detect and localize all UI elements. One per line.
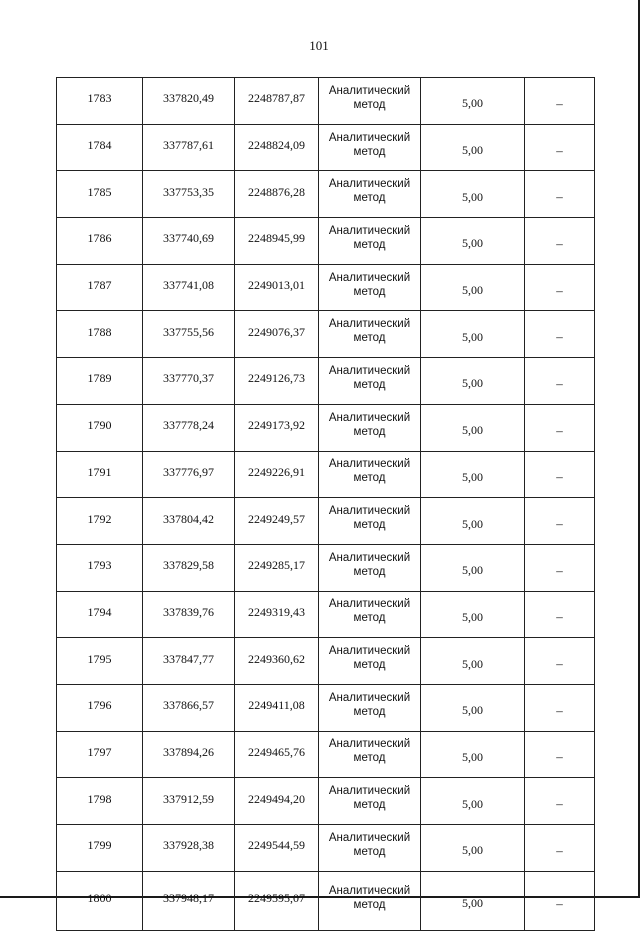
method-line-1: Аналитический — [328, 505, 411, 518]
x-coordinate-cell: 337894,26 — [143, 731, 235, 778]
x-coordinate-cell: 337839,76 — [143, 591, 235, 638]
table-row — [57, 778, 595, 825]
error-value-cell: 5,00 — [421, 451, 525, 498]
note-cell: – — [525, 264, 595, 311]
note-cell: – — [525, 311, 595, 358]
method-cell — [319, 358, 421, 405]
y-coordinate-cell: 2249360,62 — [235, 638, 319, 685]
y-coordinate-cell: 2249249,57 — [235, 498, 319, 545]
x-coordinate-cell: 337740,69 — [143, 218, 235, 265]
method-line-2: метод — [353, 98, 386, 111]
method-line-1: Аналитический — [328, 598, 411, 611]
note-cell: – — [525, 78, 595, 125]
method-cell — [319, 264, 421, 311]
method-line-1: Аналитический — [328, 691, 411, 704]
method-cell — [319, 404, 421, 451]
method-line-1: Аналитический — [328, 131, 411, 144]
error-value-cell: 5,00 — [421, 498, 525, 545]
point-number-cell: 1784 — [57, 124, 143, 171]
error-value-cell: 5,00 — [421, 871, 525, 930]
page-number: 101 — [309, 38, 329, 53]
table-row — [57, 171, 595, 218]
error-value-cell: 5,00 — [421, 311, 525, 358]
method-line-2: метод — [353, 705, 386, 718]
method-line-1: Аналитический — [328, 551, 411, 564]
method-cell — [319, 871, 421, 930]
x-coordinate-cell: 337847,77 — [143, 638, 235, 685]
point-number-cell: 1793 — [57, 544, 143, 591]
y-coordinate-cell: 2249173,92 — [235, 404, 319, 451]
method-cell — [319, 731, 421, 778]
y-coordinate-cell: 2248787,87 — [235, 78, 319, 125]
table-row — [57, 78, 595, 125]
method-line-2: метод — [353, 659, 386, 672]
method-line-2: метод — [353, 752, 386, 765]
point-number-cell: 1797 — [57, 731, 143, 778]
error-value-cell: 5,00 — [421, 825, 525, 872]
x-coordinate-cell: 337753,35 — [143, 171, 235, 218]
method-cell — [319, 451, 421, 498]
point-number-cell: 1788 — [57, 311, 143, 358]
note-cell: – — [525, 825, 595, 872]
point-number-cell: 1796 — [57, 684, 143, 731]
point-number-cell: 1783 — [57, 78, 143, 125]
method-line-1: Аналитический — [328, 178, 411, 191]
method-line-2: метод — [353, 472, 386, 485]
point-number-cell: 1786 — [57, 218, 143, 265]
table-row — [57, 358, 595, 405]
method-line-1: Аналитический — [328, 738, 411, 751]
error-value-cell: 5,00 — [421, 171, 525, 218]
note-cell: – — [525, 871, 595, 930]
error-value-cell: 5,00 — [421, 638, 525, 685]
point-number-cell: 1787 — [57, 264, 143, 311]
note-cell: – — [525, 684, 595, 731]
y-coordinate-cell: 2249411,08 — [235, 684, 319, 731]
method-cell — [319, 825, 421, 872]
table-row — [57, 218, 595, 265]
method-line-2: метод — [353, 192, 386, 205]
method-line-2: метод — [353, 799, 386, 812]
method-line-1: Аналитический — [328, 224, 411, 237]
error-value-cell: 5,00 — [421, 264, 525, 311]
point-number-cell: 1794 — [57, 591, 143, 638]
x-coordinate-cell: 337948,17 — [143, 871, 235, 930]
table-row — [57, 264, 595, 311]
point-number-cell: 1791 — [57, 451, 143, 498]
method-line-2: метод — [353, 425, 386, 438]
point-number-cell: 1785 — [57, 171, 143, 218]
error-value-cell: 5,00 — [421, 591, 525, 638]
y-coordinate-cell: 2249465,76 — [235, 731, 319, 778]
y-coordinate-cell: 2248876,28 — [235, 171, 319, 218]
method-line-1: Аналитический — [328, 785, 411, 798]
error-value-cell: 5,00 — [421, 684, 525, 731]
y-coordinate-cell: 2248945,99 — [235, 218, 319, 265]
x-coordinate-cell: 337787,61 — [143, 124, 235, 171]
x-coordinate-cell: 337776,97 — [143, 451, 235, 498]
note-cell: – — [525, 591, 595, 638]
method-cell — [319, 78, 421, 125]
table-row — [57, 591, 595, 638]
method-line-2: метод — [353, 285, 386, 298]
method-line-2: метод — [353, 845, 386, 858]
note-cell: – — [525, 731, 595, 778]
method-cell — [319, 591, 421, 638]
method-cell — [319, 498, 421, 545]
method-line-2: метод — [353, 145, 386, 158]
x-coordinate-cell: 337912,59 — [143, 778, 235, 825]
table-row — [57, 731, 595, 778]
method-line-2: метод — [353, 898, 386, 911]
table-row — [57, 451, 595, 498]
table-row — [57, 871, 595, 930]
point-number-cell: 1799 — [57, 825, 143, 872]
error-value-cell: 5,00 — [421, 731, 525, 778]
method-cell — [319, 544, 421, 591]
table-row — [57, 544, 595, 591]
x-coordinate-cell: 337741,08 — [143, 264, 235, 311]
note-cell: – — [525, 544, 595, 591]
method-cell — [319, 311, 421, 358]
y-coordinate-cell: 2249595,07 — [235, 871, 319, 930]
point-number-cell: 1798 — [57, 778, 143, 825]
method-line-2: метод — [353, 612, 386, 625]
x-coordinate-cell: 337755,56 — [143, 311, 235, 358]
point-number-cell: 1790 — [57, 404, 143, 451]
y-coordinate-cell: 2249494,20 — [235, 778, 319, 825]
table-row — [57, 684, 595, 731]
method-cell — [319, 171, 421, 218]
coordinates-table-body — [57, 78, 595, 931]
method-cell — [319, 218, 421, 265]
y-coordinate-cell: 2249126,73 — [235, 358, 319, 405]
x-coordinate-cell: 337804,42 — [143, 498, 235, 545]
method-line-1: Аналитический — [328, 645, 411, 658]
method-line-2: метод — [353, 238, 386, 251]
point-number-cell: 1789 — [57, 358, 143, 405]
x-coordinate-cell: 337820,49 — [143, 78, 235, 125]
note-cell: – — [525, 638, 595, 685]
y-coordinate-cell: 2249285,17 — [235, 544, 319, 591]
note-cell: – — [525, 171, 595, 218]
method-line-1: Аналитический — [328, 271, 411, 284]
note-cell: – — [525, 218, 595, 265]
method-line-1: Аналитический — [328, 831, 411, 844]
y-coordinate-cell: 2249076,37 — [235, 311, 319, 358]
note-cell: – — [525, 498, 595, 545]
error-value-cell: 5,00 — [421, 778, 525, 825]
note-cell: – — [525, 404, 595, 451]
y-coordinate-cell: 2249226,91 — [235, 451, 319, 498]
note-cell: – — [525, 124, 595, 171]
method-line-1: Аналитический — [328, 458, 411, 471]
method-line-2: метод — [353, 332, 386, 345]
y-coordinate-cell: 2248824,09 — [235, 124, 319, 171]
method-cell — [319, 638, 421, 685]
error-value-cell: 5,00 — [421, 78, 525, 125]
note-cell: – — [525, 358, 595, 405]
error-value-cell: 5,00 — [421, 544, 525, 591]
method-line-2: метод — [353, 565, 386, 578]
x-coordinate-cell: 337928,38 — [143, 825, 235, 872]
method-line-1: Аналитический — [328, 884, 411, 897]
method-line-1: Аналитический — [328, 318, 411, 331]
y-coordinate-cell: 2249013,01 — [235, 264, 319, 311]
table-row — [57, 825, 595, 872]
y-coordinate-cell: 2249319,43 — [235, 591, 319, 638]
method-line-1: Аналитический — [328, 411, 411, 424]
x-coordinate-cell: 337866,57 — [143, 684, 235, 731]
method-line-2: метод — [353, 378, 386, 391]
error-value-cell: 5,00 — [421, 404, 525, 451]
note-cell: – — [525, 778, 595, 825]
error-value-cell: 5,00 — [421, 124, 525, 171]
point-number-cell: 1792 — [57, 498, 143, 545]
x-coordinate-cell: 337778,24 — [143, 404, 235, 451]
x-coordinate-cell: 337829,58 — [143, 544, 235, 591]
method-line-1: Аналитический — [328, 364, 411, 377]
point-number-cell: 1795 — [57, 638, 143, 685]
table-row — [57, 498, 595, 545]
method-cell — [319, 778, 421, 825]
table-row — [57, 638, 595, 685]
method-cell — [319, 684, 421, 731]
table-row — [57, 311, 595, 358]
method-line-1: Аналитический — [328, 84, 411, 97]
y-coordinate-cell: 2249544,59 — [235, 825, 319, 872]
table-row — [57, 124, 595, 171]
table-row — [57, 404, 595, 451]
error-value-cell: 5,00 — [421, 218, 525, 265]
method-line-2: метод — [353, 519, 386, 532]
x-coordinate-cell: 337770,37 — [143, 358, 235, 405]
method-cell — [319, 124, 421, 171]
point-number-cell: 1800 — [57, 871, 143, 930]
coordinates-table — [56, 77, 595, 931]
note-cell: – — [525, 451, 595, 498]
error-value-cell: 5,00 — [421, 358, 525, 405]
